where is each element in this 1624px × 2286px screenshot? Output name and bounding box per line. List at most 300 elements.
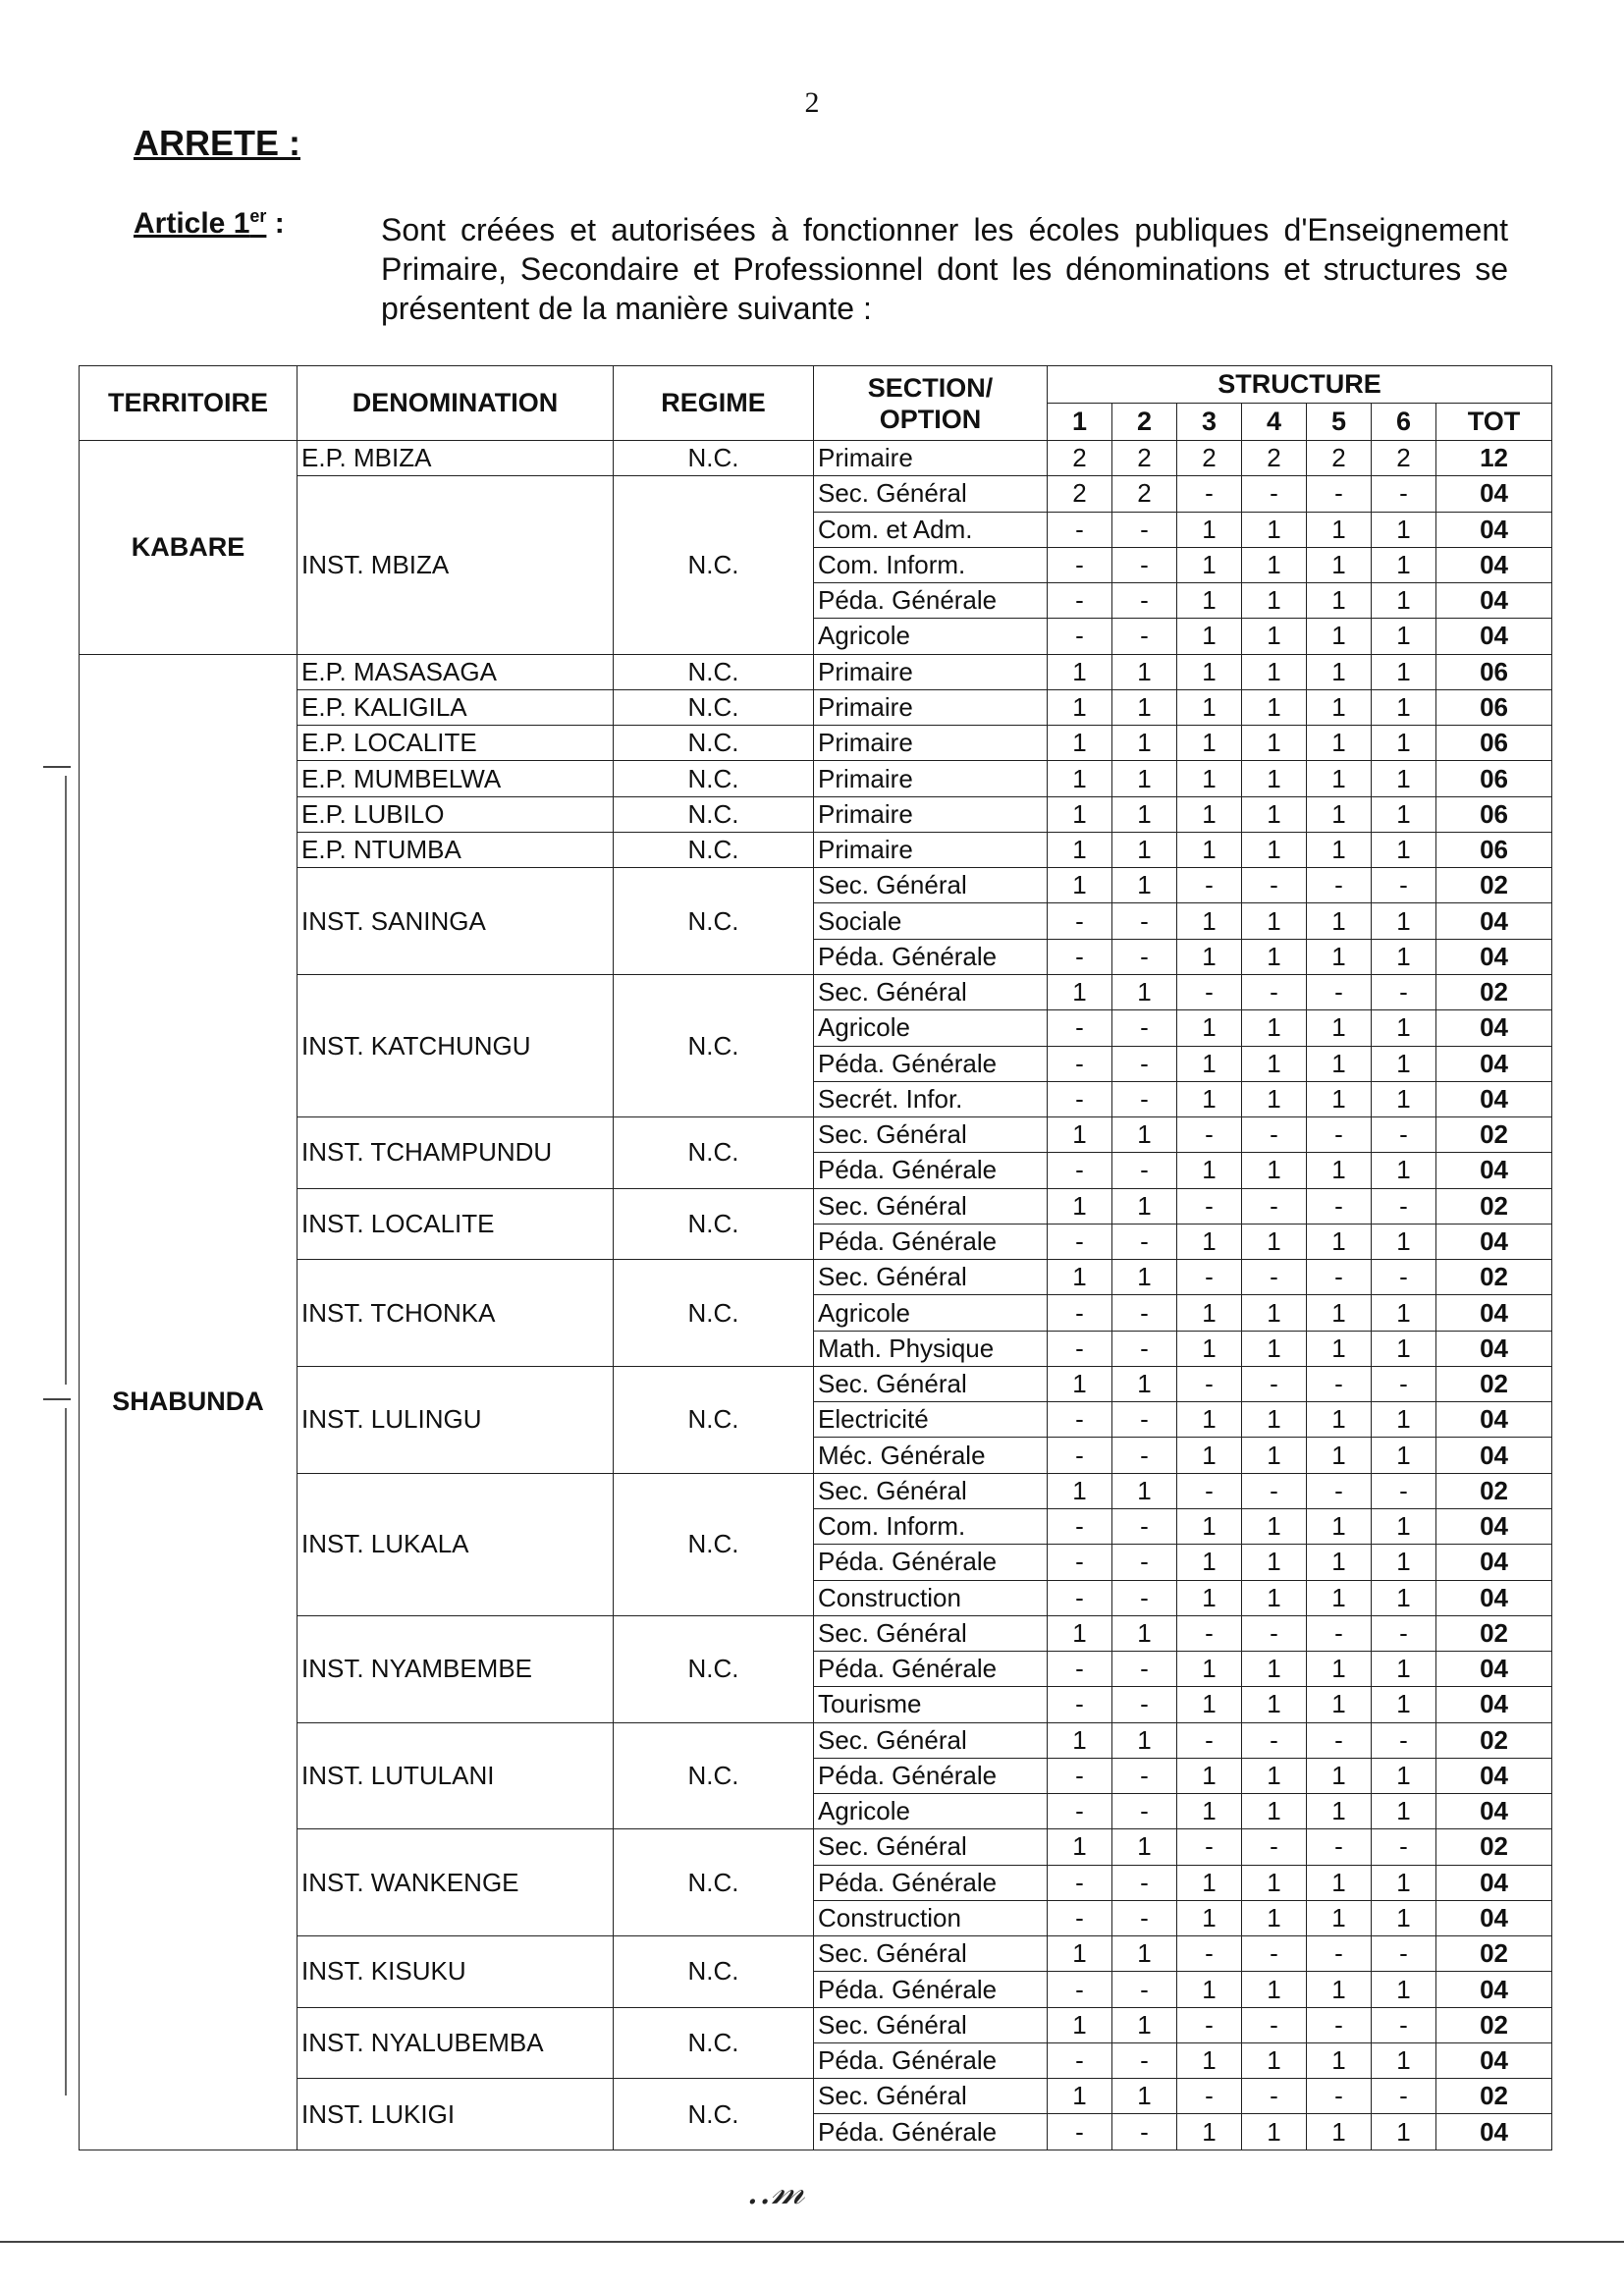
- class-6-cell: -: [1372, 2079, 1436, 2114]
- class-6-cell: 1: [1372, 1652, 1436, 1687]
- denomination-cell: INST. NYALUBEMBA: [298, 2007, 614, 2079]
- tot-cell: 02: [1436, 2079, 1552, 2114]
- class-6-cell: -: [1372, 1188, 1436, 1224]
- denomination-cell: INST. TCHONKA: [298, 1260, 614, 1367]
- tot-cell: 04: [1436, 1794, 1552, 1829]
- section-cell: Primaire: [814, 832, 1048, 867]
- header-denomination: DENOMINATION: [298, 366, 614, 441]
- section-cell: Sociale: [814, 903, 1048, 939]
- class-5-cell: 1: [1307, 1900, 1372, 1935]
- class-6-cell: 1: [1372, 1687, 1436, 1722]
- regime-cell: N.C.: [614, 1722, 814, 1829]
- regime-cell: N.C.: [614, 1260, 814, 1367]
- class-5-cell: 1: [1307, 1224, 1372, 1259]
- class-2-cell: -: [1112, 1081, 1177, 1116]
- tot-cell: 04: [1436, 1331, 1552, 1366]
- tot-cell: 02: [1436, 974, 1552, 1009]
- class-5-cell: -: [1307, 1936, 1372, 1972]
- article-label-sup: er: [249, 206, 267, 226]
- class-6-cell: 1: [1372, 761, 1436, 796]
- class-4-cell: 1: [1242, 1010, 1307, 1046]
- class-6-cell: 1: [1372, 689, 1436, 725]
- denomination-cell: INST. LUKALA: [298, 1473, 614, 1615]
- class-4-cell: -: [1242, 476, 1307, 512]
- territoire-cell: SHABUNDA: [80, 654, 298, 2150]
- class-3-cell: 1: [1177, 1652, 1242, 1687]
- section-cell: Com. et Adm.: [814, 512, 1048, 547]
- tot-cell: 04: [1436, 1972, 1552, 2007]
- class-6-cell: -: [1372, 974, 1436, 1009]
- class-4-cell: 1: [1242, 1046, 1307, 1081]
- section-cell: Sec. Général: [814, 476, 1048, 512]
- class-4-cell: -: [1242, 868, 1307, 903]
- class-1-cell: -: [1048, 1153, 1112, 1188]
- class-2-cell: -: [1112, 1010, 1177, 1046]
- section-cell: Sec. Général: [814, 1117, 1048, 1153]
- class-5-cell: 1: [1307, 2042, 1372, 2078]
- margin-line: [65, 1408, 67, 2096]
- class-2-cell: 1: [1112, 1829, 1177, 1865]
- class-4-cell: -: [1242, 974, 1307, 1009]
- class-3-cell: 1: [1177, 1972, 1242, 2007]
- section-cell: Péda. Générale: [814, 1758, 1048, 1793]
- class-3-cell: -: [1177, 1473, 1242, 1508]
- class-5-cell: 1: [1307, 1687, 1372, 1722]
- tot-cell: 02: [1436, 2007, 1552, 2042]
- class-1-cell: 1: [1048, 868, 1112, 903]
- class-5-cell: 1: [1307, 1046, 1372, 1081]
- article-label-text: Article 1: [134, 207, 250, 240]
- section-cell: Péda. Générale: [814, 1046, 1048, 1081]
- tot-cell: 02: [1436, 1366, 1552, 1401]
- class-6-cell: 1: [1372, 1545, 1436, 1580]
- class-5-cell: 1: [1307, 903, 1372, 939]
- class-2-cell: 1: [1112, 974, 1177, 1009]
- class-6-cell: 1: [1372, 1900, 1436, 1935]
- denomination-cell: E.P. KALIGILA: [298, 689, 614, 725]
- tot-cell: 04: [1436, 476, 1552, 512]
- class-1-cell: 2: [1048, 441, 1112, 476]
- class-2-cell: -: [1112, 2042, 1177, 2078]
- class-5-cell: 1: [1307, 761, 1372, 796]
- class-1-cell: -: [1048, 1580, 1112, 1615]
- tot-cell: 06: [1436, 761, 1552, 796]
- tot-cell: 06: [1436, 654, 1552, 689]
- class-3-cell: 1: [1177, 1010, 1242, 1046]
- class-6-cell: 1: [1372, 1331, 1436, 1366]
- class-2-cell: -: [1112, 1402, 1177, 1438]
- class-5-cell: 1: [1307, 1865, 1372, 1900]
- tot-cell: 04: [1436, 939, 1552, 974]
- class-2-cell: 2: [1112, 441, 1177, 476]
- class-5-cell: 1: [1307, 796, 1372, 832]
- class-1-cell: 1: [1048, 2007, 1112, 2042]
- section-cell: Com. Inform.: [814, 547, 1048, 582]
- class-5-cell: -: [1307, 974, 1372, 1009]
- class-5-cell: 1: [1307, 1972, 1372, 2007]
- class-5-cell: 1: [1307, 1580, 1372, 1615]
- tot-cell: 04: [1436, 1438, 1552, 1473]
- class-1-cell: 1: [1048, 974, 1112, 1009]
- class-6-cell: -: [1372, 1615, 1436, 1651]
- class-4-cell: 1: [1242, 1402, 1307, 1438]
- section-cell: Primaire: [814, 441, 1048, 476]
- class-2-cell: -: [1112, 1652, 1177, 1687]
- section-cell: Agricole: [814, 619, 1048, 654]
- class-3-cell: -: [1177, 1260, 1242, 1295]
- class-5-cell: -: [1307, 1366, 1372, 1401]
- section-cell: Electricité: [814, 1402, 1048, 1438]
- class-4-cell: 1: [1242, 1652, 1307, 1687]
- class-5-cell: -: [1307, 1117, 1372, 1153]
- section-cell: Sec. Général: [814, 1829, 1048, 1865]
- class-3-cell: -: [1177, 2007, 1242, 2042]
- territoire-cell: KABARE: [80, 441, 298, 655]
- class-2-cell: 1: [1112, 1188, 1177, 1224]
- class-3-cell: -: [1177, 1188, 1242, 1224]
- class-3-cell: -: [1177, 1366, 1242, 1401]
- document-heading: ARRETE :: [134, 123, 300, 163]
- class-5-cell: 1: [1307, 1010, 1372, 1046]
- class-6-cell: 1: [1372, 2114, 1436, 2150]
- class-2-cell: -: [1112, 1545, 1177, 1580]
- class-6-cell: 1: [1372, 796, 1436, 832]
- class-1-cell: 1: [1048, 1117, 1112, 1153]
- class-5-cell: 1: [1307, 1081, 1372, 1116]
- class-4-cell: 1: [1242, 2114, 1307, 2150]
- tot-cell: 06: [1436, 726, 1552, 761]
- class-3-cell: 1: [1177, 654, 1242, 689]
- table-body: [80, 441, 1552, 2150]
- tot-cell: 04: [1436, 1224, 1552, 1259]
- schools-table: [79, 365, 1552, 2150]
- section-cell: Sec. Général: [814, 1366, 1048, 1401]
- section-cell: Péda. Générale: [814, 1545, 1048, 1580]
- denomination-cell: E.P. MUMBELWA: [298, 761, 614, 796]
- class-2-cell: -: [1112, 1331, 1177, 1366]
- class-6-cell: 1: [1372, 726, 1436, 761]
- section-cell: Construction: [814, 1580, 1048, 1615]
- class-1-cell: 1: [1048, 1829, 1112, 1865]
- table-row: [80, 832, 1552, 867]
- tot-cell: 04: [1436, 1508, 1552, 1544]
- class-3-cell: -: [1177, 1829, 1242, 1865]
- class-2-cell: 1: [1112, 796, 1177, 832]
- class-4-cell: 1: [1242, 939, 1307, 974]
- class-6-cell: -: [1372, 1117, 1436, 1153]
- tot-cell: 04: [1436, 1580, 1552, 1615]
- class-1-cell: -: [1048, 1010, 1112, 1046]
- class-4-cell: -: [1242, 1188, 1307, 1224]
- class-1-cell: -: [1048, 939, 1112, 974]
- page-number: 2: [804, 86, 820, 119]
- class-4-cell: -: [1242, 1936, 1307, 1972]
- class-6-cell: 1: [1372, 512, 1436, 547]
- table-row: [80, 654, 1552, 689]
- class-2-cell: 1: [1112, 1117, 1177, 1153]
- class-2-cell: 1: [1112, 654, 1177, 689]
- class-2-cell: -: [1112, 1972, 1177, 2007]
- class-4-cell: 2: [1242, 441, 1307, 476]
- class-5-cell: 1: [1307, 583, 1372, 619]
- class-2-cell: 1: [1112, 1366, 1177, 1401]
- class-4-cell: -: [1242, 1829, 1307, 1865]
- section-cell: Agricole: [814, 1794, 1048, 1829]
- class-1-cell: 2: [1048, 476, 1112, 512]
- class-6-cell: -: [1372, 2007, 1436, 2042]
- class-1-cell: -: [1048, 1652, 1112, 1687]
- class-2-cell: -: [1112, 1580, 1177, 1615]
- tot-cell: 12: [1436, 441, 1552, 476]
- class-6-cell: 1: [1372, 1295, 1436, 1331]
- table-row: [80, 2007, 1552, 2042]
- class-5-cell: -: [1307, 1829, 1372, 1865]
- table-row: [80, 1188, 1552, 1224]
- section-cell: Math. Physique: [814, 1331, 1048, 1366]
- regime-cell: N.C.: [614, 476, 814, 654]
- class-2-cell: -: [1112, 2114, 1177, 2150]
- denomination-cell: E.P. LOCALITE: [298, 726, 614, 761]
- class-2-cell: -: [1112, 547, 1177, 582]
- class-1-cell: -: [1048, 1081, 1112, 1116]
- class-4-cell: 1: [1242, 903, 1307, 939]
- class-1-cell: 1: [1048, 2079, 1112, 2114]
- regime-cell: N.C.: [614, 1473, 814, 1615]
- class-5-cell: -: [1307, 2079, 1372, 2114]
- regime-cell: N.C.: [614, 654, 814, 689]
- class-5-cell: -: [1307, 476, 1372, 512]
- class-1-cell: 1: [1048, 1936, 1112, 1972]
- tot-cell: 04: [1436, 1758, 1552, 1793]
- table-row: [80, 974, 1552, 1009]
- class-4-cell: 1: [1242, 1295, 1307, 1331]
- section-cell: Péda. Générale: [814, 1224, 1048, 1259]
- tot-cell: 02: [1436, 1615, 1552, 1651]
- class-2-cell: 1: [1112, 689, 1177, 725]
- tot-cell: 04: [1436, 1865, 1552, 1900]
- section-cell: Méc. Générale: [814, 1438, 1048, 1473]
- section-cell: Sec. Général: [814, 974, 1048, 1009]
- class-2-cell: 1: [1112, 1260, 1177, 1295]
- class-2-cell: 1: [1112, 1473, 1177, 1508]
- class-6-cell: -: [1372, 1366, 1436, 1401]
- class-1-cell: -: [1048, 903, 1112, 939]
- tot-cell: 04: [1436, 1153, 1552, 1188]
- tot-cell: 04: [1436, 1687, 1552, 1722]
- class-5-cell: 1: [1307, 939, 1372, 974]
- class-3-cell: 1: [1177, 1580, 1242, 1615]
- class-3-cell: -: [1177, 974, 1242, 1009]
- section-cell: Primaire: [814, 796, 1048, 832]
- class-1-cell: 1: [1048, 654, 1112, 689]
- class-2-cell: 1: [1112, 761, 1177, 796]
- class-5-cell: 1: [1307, 1153, 1372, 1188]
- class-3-cell: 1: [1177, 1295, 1242, 1331]
- class-4-cell: -: [1242, 1473, 1307, 1508]
- class-1-cell: -: [1048, 1545, 1112, 1580]
- table-row: [80, 1117, 1552, 1153]
- table-row: [80, 2079, 1552, 2114]
- section-cell: Tourisme: [814, 1687, 1048, 1722]
- class-4-cell: 1: [1242, 1900, 1307, 1935]
- class-6-cell: 1: [1372, 1794, 1436, 1829]
- tot-cell: 04: [1436, 2114, 1552, 2150]
- section-cell: Primaire: [814, 689, 1048, 725]
- footer-rule: [0, 2241, 1624, 2243]
- tot-cell: 04: [1436, 903, 1552, 939]
- class-6-cell: 1: [1372, 2042, 1436, 2078]
- class-6-cell: 1: [1372, 547, 1436, 582]
- class-2-cell: -: [1112, 1758, 1177, 1793]
- class-1-cell: -: [1048, 619, 1112, 654]
- class-5-cell: 1: [1307, 2114, 1372, 2150]
- class-5-cell: 1: [1307, 1508, 1372, 1544]
- header-class-6: 6: [1372, 404, 1436, 441]
- tot-cell: 04: [1436, 1295, 1552, 1331]
- class-1-cell: -: [1048, 1224, 1112, 1259]
- class-1-cell: -: [1048, 1972, 1112, 2007]
- class-4-cell: -: [1242, 2007, 1307, 2042]
- section-cell: Sec. Général: [814, 2007, 1048, 2042]
- denomination-cell: INST. MBIZA: [298, 476, 614, 654]
- class-4-cell: 1: [1242, 583, 1307, 619]
- class-2-cell: -: [1112, 1046, 1177, 1081]
- class-1-cell: 1: [1048, 761, 1112, 796]
- tot-cell: 02: [1436, 1473, 1552, 1508]
- tot-cell: 06: [1436, 796, 1552, 832]
- class-2-cell: -: [1112, 1224, 1177, 1259]
- tot-cell: 02: [1436, 1722, 1552, 1758]
- class-5-cell: 1: [1307, 832, 1372, 867]
- section-cell: Primaire: [814, 761, 1048, 796]
- class-6-cell: 1: [1372, 832, 1436, 867]
- class-4-cell: -: [1242, 1615, 1307, 1651]
- section-cell: Péda. Générale: [814, 1865, 1048, 1900]
- class-5-cell: -: [1307, 1615, 1372, 1651]
- section-cell: Com. Inform.: [814, 1508, 1048, 1544]
- denomination-cell: INST. LUTULANI: [298, 1722, 614, 1829]
- class-2-cell: -: [1112, 939, 1177, 974]
- class-3-cell: 1: [1177, 726, 1242, 761]
- section-cell: Sec. Général: [814, 1188, 1048, 1224]
- tot-cell: 04: [1436, 512, 1552, 547]
- class-1-cell: 1: [1048, 1473, 1112, 1508]
- class-3-cell: 1: [1177, 1331, 1242, 1366]
- class-2-cell: -: [1112, 512, 1177, 547]
- regime-cell: N.C.: [614, 1829, 814, 1936]
- class-4-cell: 1: [1242, 1508, 1307, 1544]
- regime-cell: N.C.: [614, 796, 814, 832]
- section-cell: Primaire: [814, 654, 1048, 689]
- class-3-cell: 1: [1177, 1153, 1242, 1188]
- class-6-cell: 1: [1372, 1508, 1436, 1544]
- class-6-cell: -: [1372, 1936, 1436, 1972]
- section-cell: Péda. Générale: [814, 2042, 1048, 2078]
- tot-cell: 02: [1436, 868, 1552, 903]
- class-4-cell: 1: [1242, 1865, 1307, 1900]
- table-row: [80, 796, 1552, 832]
- class-1-cell: -: [1048, 1758, 1112, 1793]
- regime-cell: N.C.: [614, 1188, 814, 1260]
- class-3-cell: -: [1177, 2079, 1242, 2114]
- class-3-cell: -: [1177, 476, 1242, 512]
- class-1-cell: 1: [1048, 1615, 1112, 1651]
- table-header: [80, 366, 1552, 441]
- class-5-cell: 2: [1307, 441, 1372, 476]
- class-2-cell: -: [1112, 1900, 1177, 1935]
- class-6-cell: 1: [1372, 1402, 1436, 1438]
- class-6-cell: 1: [1372, 1224, 1436, 1259]
- tot-cell: 04: [1436, 1010, 1552, 1046]
- section-cell: Sec. Général: [814, 868, 1048, 903]
- class-1-cell: -: [1048, 1438, 1112, 1473]
- class-4-cell: 1: [1242, 761, 1307, 796]
- class-6-cell: -: [1372, 1722, 1436, 1758]
- class-5-cell: 1: [1307, 619, 1372, 654]
- class-6-cell: 1: [1372, 939, 1436, 974]
- class-2-cell: -: [1112, 1153, 1177, 1188]
- regime-cell: N.C.: [614, 1936, 814, 2008]
- denomination-cell: INST. KATCHUNGU: [298, 974, 614, 1116]
- class-4-cell: 1: [1242, 1153, 1307, 1188]
- header-section-option: SECTION/ OPTION: [814, 366, 1048, 441]
- class-3-cell: 1: [1177, 796, 1242, 832]
- tot-cell: 02: [1436, 1936, 1552, 1972]
- class-1-cell: -: [1048, 1900, 1112, 1935]
- class-2-cell: -: [1112, 1295, 1177, 1331]
- class-6-cell: -: [1372, 476, 1436, 512]
- class-5-cell: 1: [1307, 1652, 1372, 1687]
- section-cell: Sec. Général: [814, 1260, 1048, 1295]
- table-row: [80, 441, 1552, 476]
- table-row: [80, 1615, 1552, 1651]
- section-cell: Péda. Générale: [814, 1153, 1048, 1188]
- class-5-cell: 1: [1307, 547, 1372, 582]
- class-2-cell: -: [1112, 1794, 1177, 1829]
- class-2-cell: -: [1112, 619, 1177, 654]
- class-6-cell: 1: [1372, 1081, 1436, 1116]
- header-class-5: 5: [1307, 404, 1372, 441]
- section-cell: Péda. Générale: [814, 1652, 1048, 1687]
- class-6-cell: 1: [1372, 1865, 1436, 1900]
- tot-cell: 02: [1436, 1829, 1552, 1865]
- section-cell: Péda. Générale: [814, 583, 1048, 619]
- denomination-cell: INST. KISUKU: [298, 1936, 614, 2008]
- header-territoire: TERRITOIRE: [80, 366, 298, 441]
- class-4-cell: 1: [1242, 832, 1307, 867]
- class-4-cell: 1: [1242, 1794, 1307, 1829]
- class-1-cell: 1: [1048, 1188, 1112, 1224]
- denomination-cell: INST. NYAMBEMBE: [298, 1615, 614, 1722]
- class-1-cell: 1: [1048, 796, 1112, 832]
- class-4-cell: 1: [1242, 1687, 1307, 1722]
- class-6-cell: 1: [1372, 1580, 1436, 1615]
- class-4-cell: -: [1242, 1366, 1307, 1401]
- class-1-cell: 1: [1048, 726, 1112, 761]
- class-3-cell: 1: [1177, 939, 1242, 974]
- tot-cell: 02: [1436, 1260, 1552, 1295]
- table-row: [80, 868, 1552, 903]
- class-1-cell: -: [1048, 1402, 1112, 1438]
- class-6-cell: 2: [1372, 441, 1436, 476]
- class-6-cell: -: [1372, 1473, 1436, 1508]
- class-5-cell: 1: [1307, 1794, 1372, 1829]
- class-6-cell: -: [1372, 1829, 1436, 1865]
- class-5-cell: 1: [1307, 1402, 1372, 1438]
- class-5-cell: 1: [1307, 726, 1372, 761]
- class-1-cell: -: [1048, 1508, 1112, 1544]
- table-row: [80, 1829, 1552, 1865]
